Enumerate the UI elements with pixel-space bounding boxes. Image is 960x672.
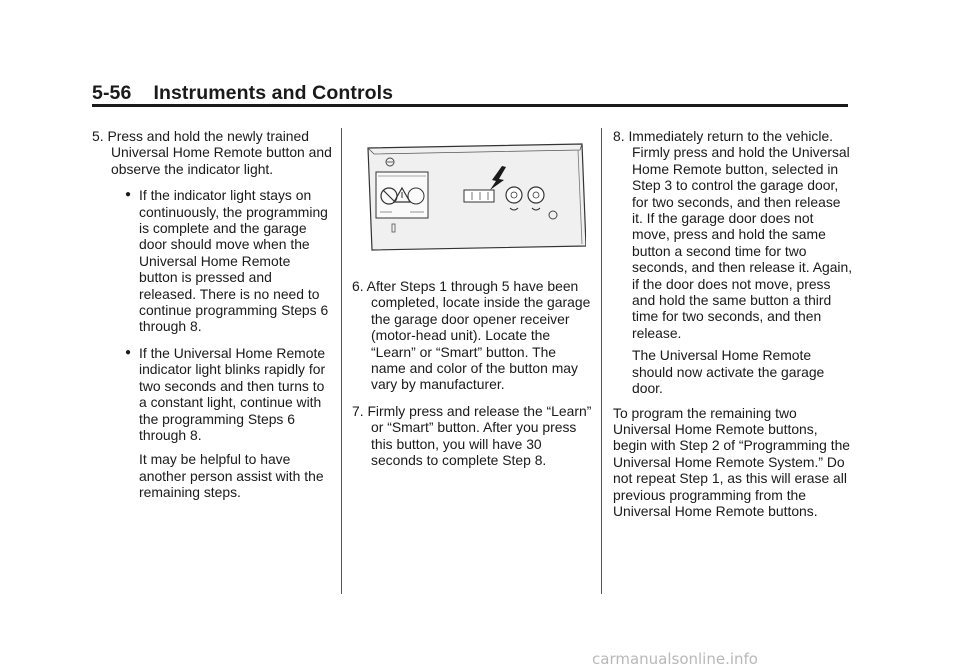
header-rule xyxy=(92,104,848,107)
column-divider-1 xyxy=(341,128,342,594)
step-5-text: 5. Press and hold the newly trained Universal Home Remote button and observe the indicator light. xyxy=(92,128,332,177)
helper-note: It may be helpful to have another person assist with the remaining steps. xyxy=(139,451,324,501)
step-7-text: 7. Firmly press and release the “Learn” or “Smart” button. After you press this button, you will have 30 seconds to complete Step 8. xyxy=(352,402,592,469)
column-3 xyxy=(613,128,853,525)
bullet-2-text: If the Universal Home Remote indicator light blinks rapidly for two seconds and then turns to a constant light, continue with the programming Steps 6 through 8. xyxy=(139,344,326,443)
bullet-1-text: If the indicator light stays on continuously, the programming is complete and the garage door should move when the Universal Home Remote button is pressed and released. There is no need to continue programming Steps 6 through 8. xyxy=(139,187,329,335)
step-8-text: 8. Immediately return to the vehicle. Firmly press and hold the Universal Home Remote button, selected in Step 3 to control the garage door, for two seconds, and then release it. If the garage door does not move, press and hold the same button a second time for two seconds, and then release it. Again, if the door does not move, press and hold the same button a third time for two seconds, and then release. xyxy=(613,128,853,341)
closing-paragraph: To program the remaining two Universal Home Remote buttons, begin with Step 2 of “Programming the Universal Home Remote System.” Do not repeat Step 1, as this will erase all previous programming from the Universal Home Remote buttons. xyxy=(613,404,851,519)
step-6-text: 6. After Steps 1 through 5 have been completed, locate inside the garage the garage door opener receiver (motor-head unit). Locate the “Learn” or “Smart” button. The name and color of the button may vary by manufacturer. xyxy=(352,278,591,393)
page-header xyxy=(92,82,393,105)
column-divider-2 xyxy=(601,128,602,594)
warning-label-icon xyxy=(376,172,428,218)
step-8-note: The Universal Home Remote should now activate the garage door. xyxy=(632,347,825,397)
watermark: carmanualsonline.info xyxy=(592,650,758,668)
home-remote-buttons-icon xyxy=(464,190,494,202)
section-title: Instruments and Controls xyxy=(153,82,394,104)
bullet-icon: ● xyxy=(125,346,132,358)
column-1 xyxy=(92,128,332,507)
page-number: 5-56 xyxy=(92,82,132,104)
bullet-item-1 xyxy=(92,187,332,335)
overhead-console-illustration xyxy=(364,140,586,252)
column-2 xyxy=(352,278,592,474)
bullet-item-2 xyxy=(92,345,332,443)
bullet-icon: ● xyxy=(125,189,132,201)
